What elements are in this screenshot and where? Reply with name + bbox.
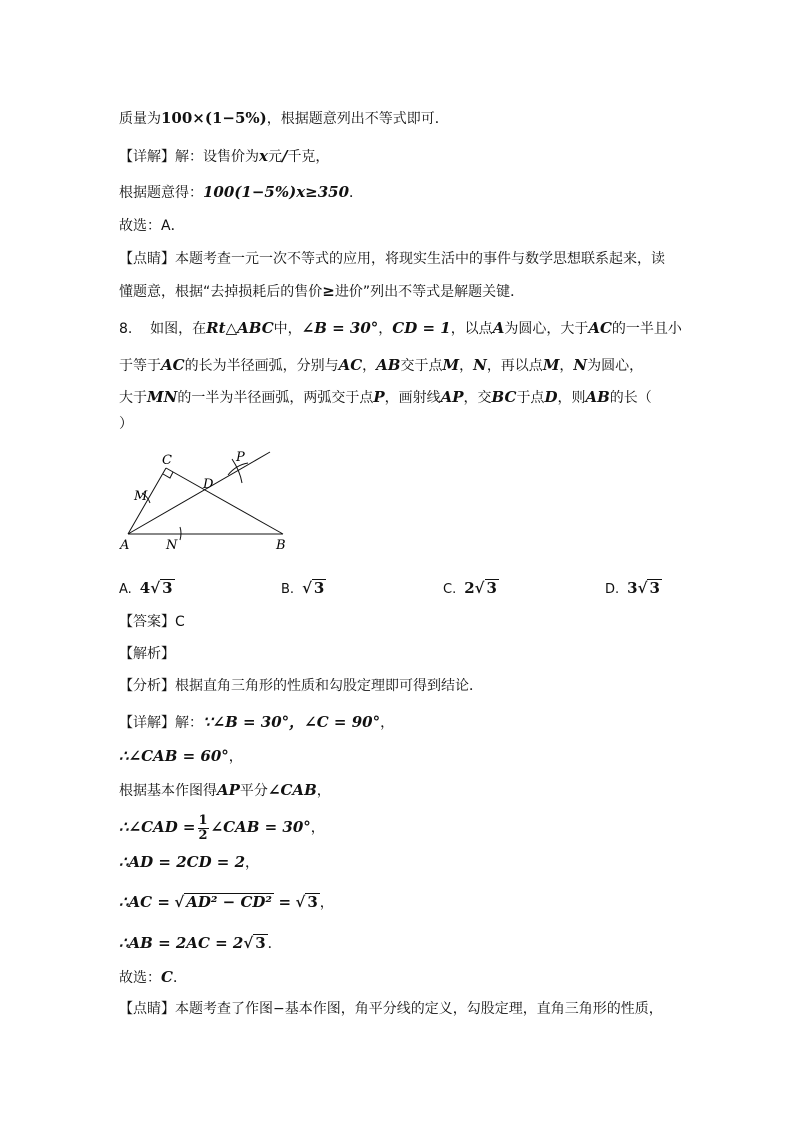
question-line-4: ） [119,416,133,432]
text-line-6: 懂题意，根据“去掉损耗后的售价≥进价”列出不等式是解题关键． [119,282,525,300]
label-M: M [134,489,148,504]
label-N: N [166,538,178,553]
solution-line-9: 【点睛】本题考查了作图−基本作图，角平分线的定义，勾股定理，直角三角形的性质， [119,1001,663,1017]
text-line-1: 质量为100×(1−5%)，根据题意列出不等式即可． [119,109,449,127]
solution-line-8: 故选：C． [119,968,187,986]
solution-line-3: 根据基本作图得AP平分∠CAB， [119,781,331,799]
solution-line-2: ∴∠CAB = 60°， [119,747,243,765]
analysis-heading: 【解析】 [119,646,175,662]
label-B: B [276,538,286,553]
fraction-one-half: $\frac{1}{2}$ [198,812,208,843]
solution-line-4: ∴∠CAD = $\frac{1}{2}$ ∠CAB = 30°， [119,812,325,843]
ray-AP [128,452,270,534]
label-P: P [236,450,245,465]
solution-line-7: ∴AB = 2AC = 2√ 3 ． [119,934,282,952]
analysis-line: 【分析】根据直角三角形的性质和勾股定理即可得到结论． [119,678,483,694]
text-line-3: 根据题意得：100(1−5%)x≥350． [119,183,364,201]
text-line-4: 故选：A． [119,218,185,234]
text-line-5: 【点睛】本题考查一元一次不等式的应用，将现实生活中的事件与数学思想联系起来，读 [119,251,665,267]
text-line-2: 【详解】解：设售价为x元/千克， [119,147,330,165]
option-c: C. 2√ 3 [443,579,497,597]
option-d: D. 3√ 3 [605,579,660,597]
question-line-1: 8. 如图，在Rt△ABC中，∠B = 30°，CD = 1，以点A为圆心，大于AC的一半且小 [119,319,682,337]
geometry-figure [110,445,290,557]
solution-line-6: ∴AC = √ AD² − CD² = √ 3 ， [119,893,334,911]
question-line-2: 于等于AC的长为半径画弧，分别与AC，AB交于点M，N，再以点M，N为圆心， [119,356,644,374]
option-a: A. 4√ 3 [119,579,173,597]
solution-line-1: 【详解】解：∵∠B = 30°，∠C = 90°， [119,713,395,731]
label-C: C [162,453,172,468]
solution-line-5: ∴AD = 2CD = 2， [119,853,260,871]
label-D: D [203,477,214,492]
answer-line: 【答案】C [119,614,185,630]
question-line-3: 大于MN的一半为半径画弧，两弧交于点P，画射线AP，交BC于点D，则AB的长（ [119,388,652,406]
option-b: B. √ 3 [281,579,325,597]
right-angle-mark [163,472,173,478]
label-A: A [120,538,130,553]
